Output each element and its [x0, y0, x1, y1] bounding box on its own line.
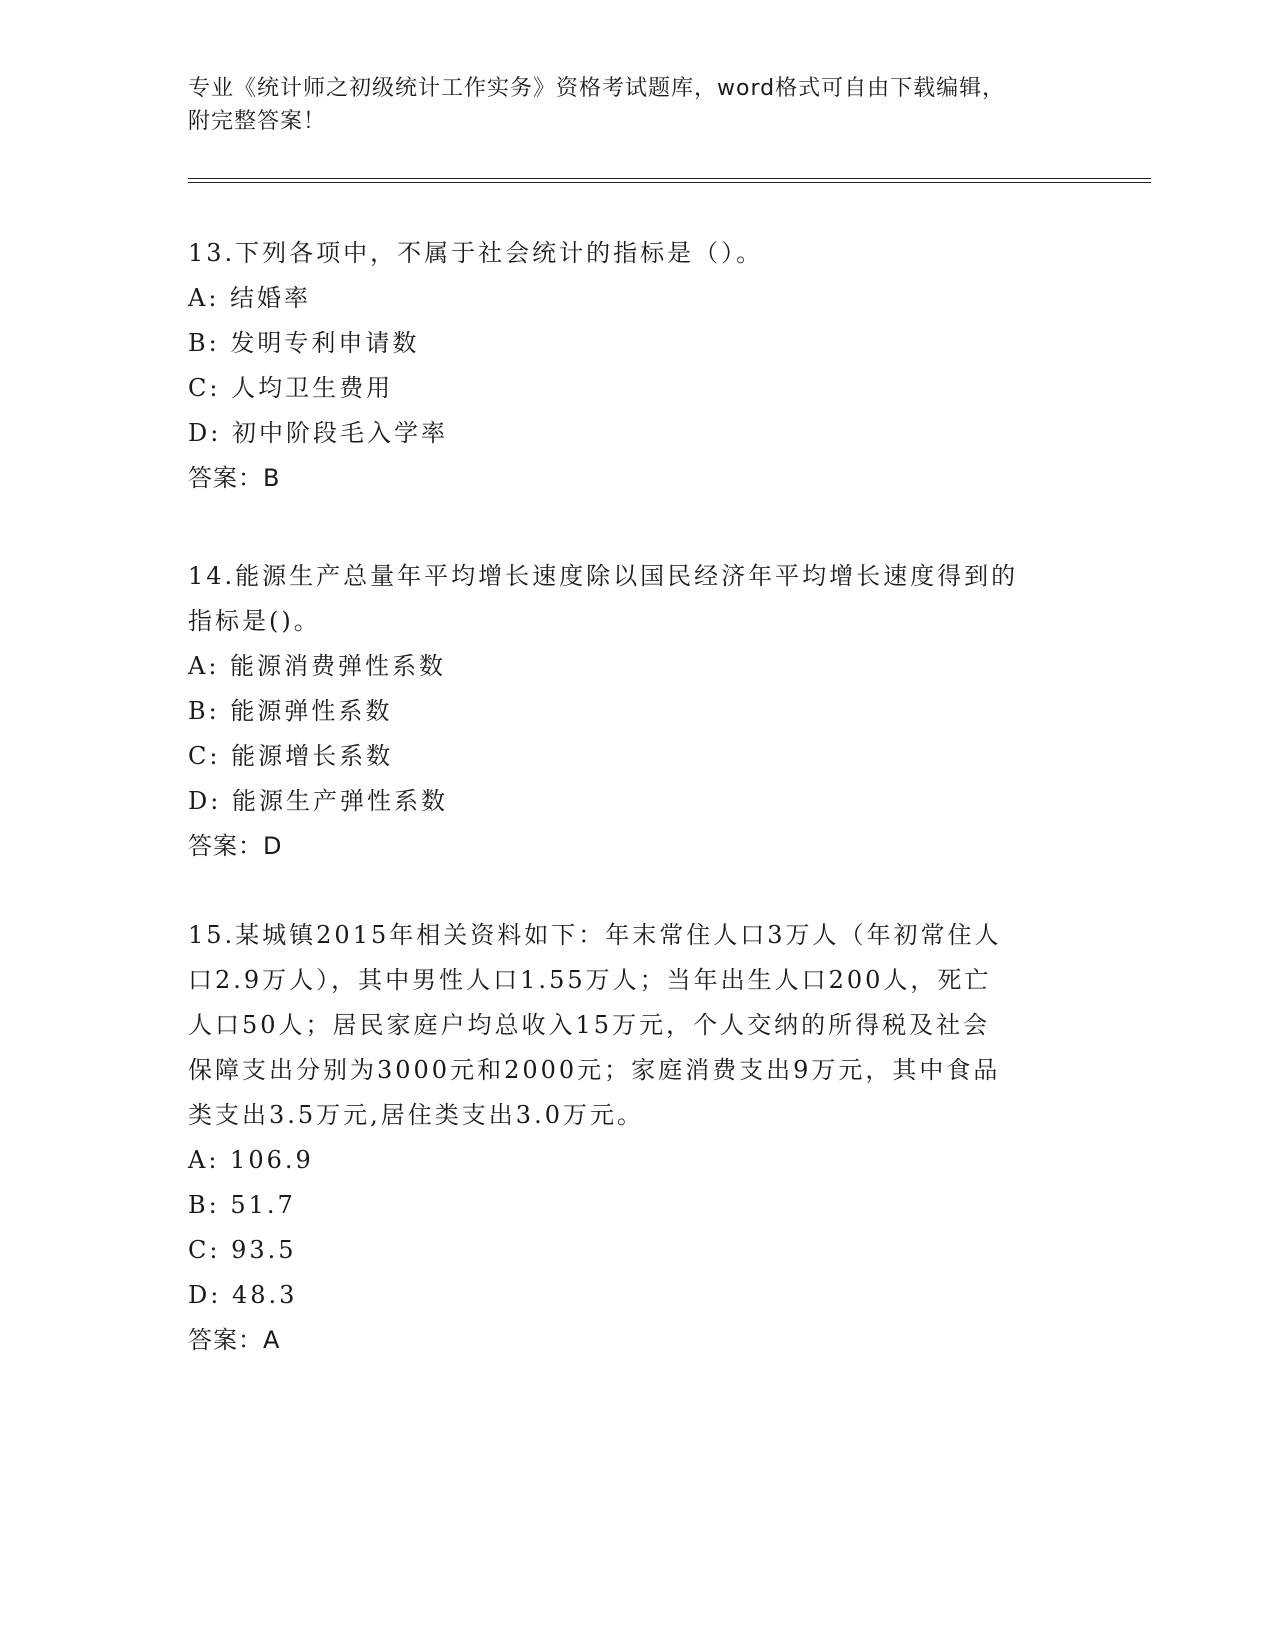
question-stem-line-1: 15.某城镇2015年相关资料如下：年末常住人口3万人（年初常住人 [188, 921, 1002, 949]
option-a: A: 106.9 [188, 1146, 314, 1174]
option-d: D: 初中阶段毛入学率 [188, 419, 448, 447]
option-a: A: 能源消费弹性系数 [188, 652, 447, 680]
document-header [188, 72, 1088, 138]
question-stem-line-2: 口2.9万人），其中男性人口1.55万人；当年出生人口200人，死亡 [188, 966, 992, 994]
option-c: C: 93.5 [188, 1236, 297, 1264]
option-a: A: 结婚率 [188, 284, 312, 312]
option-d: D: 能源生产弹性系数 [188, 787, 448, 815]
option-b: B: 51.7 [188, 1191, 296, 1219]
option-c: C: 人均卫生费用 [188, 374, 394, 402]
question-13 [188, 231, 1068, 501]
answer-line: 答案：B [188, 464, 281, 492]
option-b: B: 能源弹性系数 [188, 697, 393, 725]
header-line-2: 附完整答案！ [188, 109, 327, 134]
question-14 [188, 554, 1068, 869]
question-stem-line-3: 人口50人；居民家庭户均总收入15万元，个人交纳的所得税及社会 [188, 1011, 991, 1039]
header-divider-top [188, 178, 1151, 179]
option-c: C: 能源增长系数 [188, 742, 394, 770]
option-d: D: 48.3 [188, 1281, 298, 1309]
option-b: B: 发明专利申请数 [188, 329, 420, 357]
question-stem-line-1: 14.能源生产总量年平均增长速度除以国民经济年平均增长速度得到的 [188, 562, 1019, 590]
header-line-1: 专业《统计师之初级统计工作实务》资格考试题库，word格式可自由下载编辑， [188, 76, 1006, 101]
question-15 [188, 913, 1068, 1363]
question-stem-line-5: 类支出3.5万元,居住类支出3.0万元。 [188, 1101, 644, 1129]
question-stem-line-4: 保障支出分别为3000元和2000元；家庭消费支出9万元，其中食品 [188, 1056, 1001, 1084]
question-stem: 13.下列各项中，不属于社会统计的指标是（）。 [188, 239, 764, 267]
question-stem-line-2: 指标是()。 [188, 607, 321, 635]
answer-line: 答案：D [188, 832, 283, 860]
answer-line: 答案：A [188, 1326, 281, 1354]
header-divider-bottom [188, 182, 1151, 183]
